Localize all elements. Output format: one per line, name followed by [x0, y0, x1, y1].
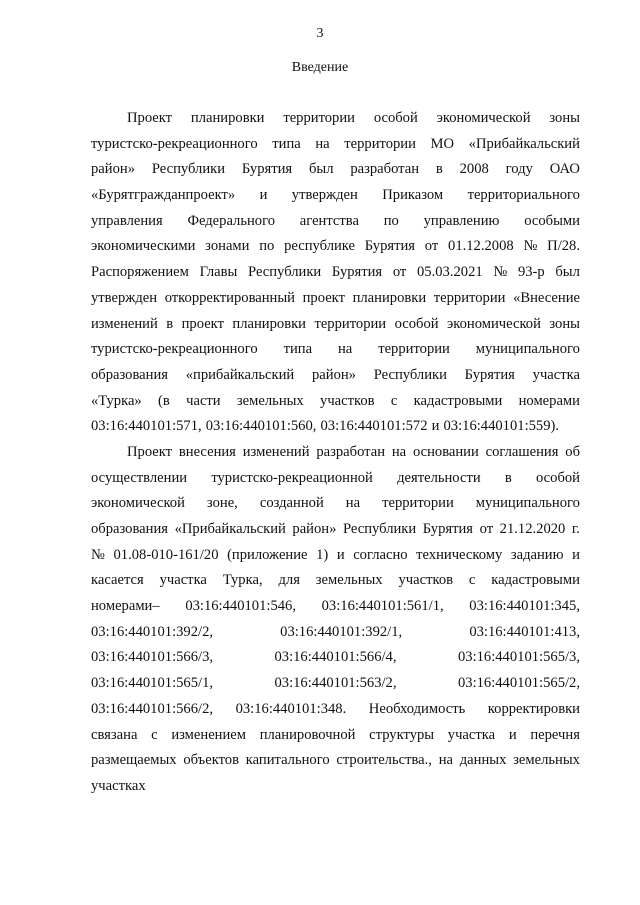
word: Бурятия [241, 161, 293, 178]
word: Республики [373, 366, 447, 383]
word: особыми [524, 212, 580, 229]
word: муниципального [475, 495, 580, 512]
word: участка [447, 726, 496, 743]
word: 1) [316, 546, 329, 563]
word: Бурятия [422, 521, 474, 537]
word: территории [382, 495, 454, 512]
word: в [504, 469, 512, 486]
paragraph-line [91, 183, 580, 209]
word: управления [91, 212, 163, 229]
word: кадастровыми [413, 392, 503, 409]
page-number: 3 [316, 26, 324, 41]
word: территориального [467, 187, 580, 204]
word: туристско-рекреационной [211, 469, 373, 486]
word: на [438, 752, 453, 769]
word: особой [373, 110, 418, 126]
word: в [435, 161, 443, 178]
word: разработан [316, 443, 386, 460]
paragraph-line [91, 440, 580, 466]
paragraph-line [91, 466, 580, 492]
word: 03:16:440101:565/1, [91, 675, 214, 692]
word: капитального [245, 752, 330, 769]
word: 03:16:440101:566/4, [274, 649, 397, 666]
word: № [523, 238, 538, 255]
word: земельных [236, 392, 304, 409]
word: экономической [447, 315, 541, 332]
word: экономическими [91, 238, 196, 255]
word: и [431, 418, 440, 435]
word: проект [302, 289, 345, 306]
word: на [315, 135, 330, 152]
paragraph-line [91, 286, 580, 312]
word: Республики [342, 521, 417, 537]
word: участков [320, 392, 375, 409]
word: 05.03.2021 [416, 264, 483, 281]
word: экономической [436, 110, 531, 126]
word: с [151, 726, 158, 743]
word: «Турка» [91, 392, 142, 409]
paragraph-line [91, 260, 580, 286]
paragraph-line [91, 389, 580, 415]
word: от [392, 264, 407, 281]
word: откорректированный [164, 289, 295, 306]
word: данных [459, 752, 507, 769]
word: 03:16:440101:413, [469, 623, 580, 640]
word: район» [91, 161, 135, 178]
word: район» [311, 366, 356, 383]
word: номерами– [91, 598, 160, 615]
word: территории [433, 289, 506, 306]
word: Республики [248, 264, 322, 281]
word: участков [398, 572, 454, 589]
paragraph-line [91, 671, 580, 697]
word: туристско-рекреационного [91, 135, 258, 152]
word: планировочной [259, 726, 356, 743]
word: Проект [127, 110, 173, 126]
word: экономической [91, 495, 185, 512]
word: участках [91, 777, 146, 794]
word: Необходимость [368, 700, 466, 717]
word: управлению [423, 212, 500, 229]
paragraph-line [91, 132, 580, 158]
word: номерами [518, 392, 580, 409]
word: соглашения [485, 443, 559, 460]
word: разработан [350, 161, 420, 178]
body-text [91, 106, 580, 800]
word: «Прибайкальский [174, 521, 286, 537]
paragraph-line [91, 543, 580, 569]
word: деятельности [397, 469, 481, 486]
word: 03:16:440101:566/3, [91, 649, 214, 666]
word: изменением [171, 726, 247, 743]
word: 03:16:440101:546, [185, 598, 296, 615]
word: был [555, 264, 580, 281]
word: внесения [178, 443, 236, 460]
paragraph-line [91, 620, 580, 646]
word: 03:16:440101:348. [235, 700, 347, 717]
paragraph-line [91, 723, 580, 749]
word: 03:16:440101:563/2, [274, 675, 397, 692]
word: объектов [183, 752, 239, 769]
word: № [91, 546, 105, 563]
word: строительства., [336, 752, 432, 769]
paragraph-line [91, 748, 580, 774]
word: планировки [352, 289, 427, 306]
word: основании [412, 443, 479, 460]
paragraph-line [91, 106, 580, 132]
paragraph-line [91, 774, 580, 800]
word: от [424, 238, 439, 255]
word: на [337, 341, 353, 358]
paragraph-line [91, 517, 580, 543]
word: 21.12.2020 [499, 521, 566, 537]
word: структуры [369, 726, 435, 743]
word: в [166, 315, 174, 332]
word: зонами [205, 238, 250, 255]
word: изменений [242, 443, 310, 460]
word: земельных [513, 752, 580, 769]
word: утвержден [291, 187, 358, 204]
word: корректировки [487, 700, 580, 717]
word: 03:16:440101:565/2, [457, 675, 580, 692]
word: заданию [510, 546, 564, 563]
word: по [383, 212, 399, 229]
word: «Прибайкальский [468, 135, 580, 152]
paragraph-line [91, 157, 580, 183]
word: территории [283, 110, 355, 126]
word: 03:16:440101:565/3, [457, 649, 580, 666]
word: Распоряжением [91, 264, 189, 281]
paragraph-line [91, 568, 580, 594]
word: на [345, 495, 361, 512]
word: на [391, 443, 407, 460]
word: «Внесение [513, 289, 580, 306]
word: был [308, 161, 334, 178]
word: Федерального [187, 212, 276, 229]
word: республике [284, 238, 355, 255]
word: типа [283, 341, 313, 358]
word: 03:16:440101:559). [443, 418, 560, 435]
word: «Бурятгражданпроект» [91, 187, 236, 204]
word: 01.12.2008 [448, 238, 514, 255]
word: для [278, 572, 300, 589]
word: Бурятия [464, 366, 515, 383]
section-heading: Введение [291, 60, 349, 75]
paragraph-line [91, 594, 580, 620]
word: г. [571, 521, 580, 537]
word: с [468, 572, 476, 589]
word: 03:16:440101:566/2, [91, 700, 214, 717]
word: 03:16:440101:572 [320, 418, 428, 435]
word: зоны [549, 315, 580, 332]
word: Бурятия [364, 238, 415, 255]
word: проект [181, 315, 224, 332]
paragraph-line [91, 363, 580, 389]
word: 03:16:440101:392/1, [280, 623, 403, 640]
word: созданной [259, 495, 324, 512]
word: район» [292, 521, 337, 537]
word: образования [91, 366, 168, 383]
word: Турка, [222, 572, 263, 589]
word: Проект [127, 443, 173, 460]
paragraph-line [91, 337, 580, 363]
word: согласно [353, 546, 408, 563]
word: связана [91, 726, 138, 743]
word: 93-р [517, 264, 545, 281]
word: касается [91, 572, 144, 589]
word: МО [430, 135, 455, 152]
word: техническому [416, 546, 503, 563]
paragraph-line [91, 234, 580, 260]
word: размещаемых [91, 752, 177, 769]
word: «прибайкальский [185, 366, 295, 383]
word: особой [536, 469, 580, 486]
word: особой [394, 315, 439, 332]
word: изменений [91, 315, 158, 332]
word: типа [272, 135, 301, 152]
word: 03:16:440101:561/1, [321, 598, 444, 615]
word: и [259, 187, 268, 204]
word: и [508, 726, 517, 743]
word: по [259, 238, 275, 255]
word: № [493, 264, 508, 281]
paragraph-line [91, 209, 580, 235]
word: территории [314, 315, 387, 332]
word: территории [378, 341, 450, 358]
word: 03:16:440101:571, [91, 418, 202, 435]
word: Главы [199, 264, 238, 281]
word: с [390, 392, 398, 409]
word: планировки [190, 110, 265, 126]
word: перечня [530, 726, 580, 743]
word: зоне, [206, 495, 238, 512]
word: и [572, 546, 580, 563]
word: 2008 [459, 161, 489, 178]
word: участка [532, 366, 580, 383]
paragraph-line [91, 697, 580, 723]
word: агентства [299, 212, 359, 229]
paragraph-line [91, 491, 580, 517]
word: 03:16:440101:345, [469, 598, 580, 615]
paragraph-line [91, 414, 580, 440]
word: утвержден [91, 289, 158, 306]
word: от [479, 521, 494, 537]
word: участка [159, 572, 207, 589]
word: 03:16:440101:392/2, [91, 623, 214, 640]
word: 01.08-010-161/20 [113, 546, 219, 563]
word: (приложение [227, 546, 308, 563]
word: земельных [315, 572, 383, 589]
word: году [505, 161, 533, 178]
word: зоны [549, 110, 580, 126]
paragraph-line [91, 312, 580, 338]
word: Приказом [382, 187, 444, 204]
word: территории [344, 135, 416, 152]
word: 03:16:440101:560, [205, 418, 317, 435]
word: кадастровыми [491, 572, 580, 589]
word: образования [91, 521, 168, 537]
word: П/28. [547, 238, 580, 255]
word: и [336, 546, 345, 563]
paragraph-line [91, 645, 580, 671]
word: Бурятия [331, 264, 383, 281]
word: ОАО [549, 161, 580, 178]
word: туристско-рекреационного [91, 341, 258, 358]
word: (в [158, 392, 170, 409]
word: осуществлении [91, 469, 188, 486]
word: Республики [151, 161, 226, 178]
word: планировки [232, 315, 306, 332]
word: части [186, 392, 221, 409]
word: муниципального [475, 341, 580, 358]
word: об [565, 443, 580, 460]
